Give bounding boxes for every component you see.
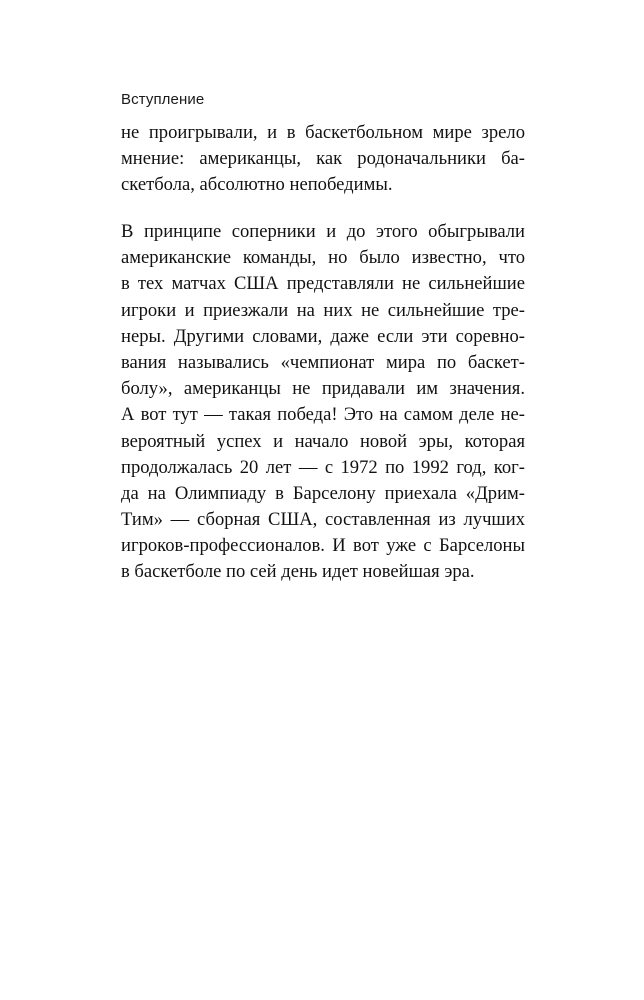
text-line: вероятный успех и начало новой эры, которая xyxy=(121,430,525,452)
text-line: вания назывались «чемпионат мира по баскет- xyxy=(121,351,525,373)
text-line: игроков-профессионалов. И вот уже с Барселоны xyxy=(121,535,525,557)
text-line: болу», американцы не придавали им значения. xyxy=(121,378,525,400)
text-line: мнение: американцы, как родоначальники ба- xyxy=(121,148,525,170)
text-line: скетбола, абсолютно непобедимы. xyxy=(121,174,393,196)
text-line: не проигрывали, и в баскетбольном мире зрело xyxy=(121,122,525,143)
text-line: А вот тут — такая победа! Это на самом деле не- xyxy=(121,404,525,426)
running-header: Вступление xyxy=(121,91,205,108)
text-line: да на Олимпиаду в Барселону приехала «Дрим- xyxy=(121,482,525,504)
text-line: неры. Другими словами, даже если эти соревно- xyxy=(121,325,525,347)
text-line: американские команды, но было известно, что xyxy=(121,247,525,269)
text-line: в тех матчах США представляли не сильнейшие xyxy=(121,273,525,295)
text-line: продолжалась 20 лет — с 1972 по 1992 год, ког- xyxy=(121,456,525,478)
text-line: игроки и приезжали на них не сильнейшие тре- xyxy=(121,299,525,321)
text-line: Тим» — сборная США, составленная из лучших xyxy=(121,509,525,531)
text-line: в баскетболе по сей день идет новейшая эра. xyxy=(121,561,475,583)
paragraph-2 xyxy=(121,219,525,586)
paragraph-1 xyxy=(121,120,525,199)
text-line: В принципе соперники и до этого обыгрывали xyxy=(121,221,525,242)
